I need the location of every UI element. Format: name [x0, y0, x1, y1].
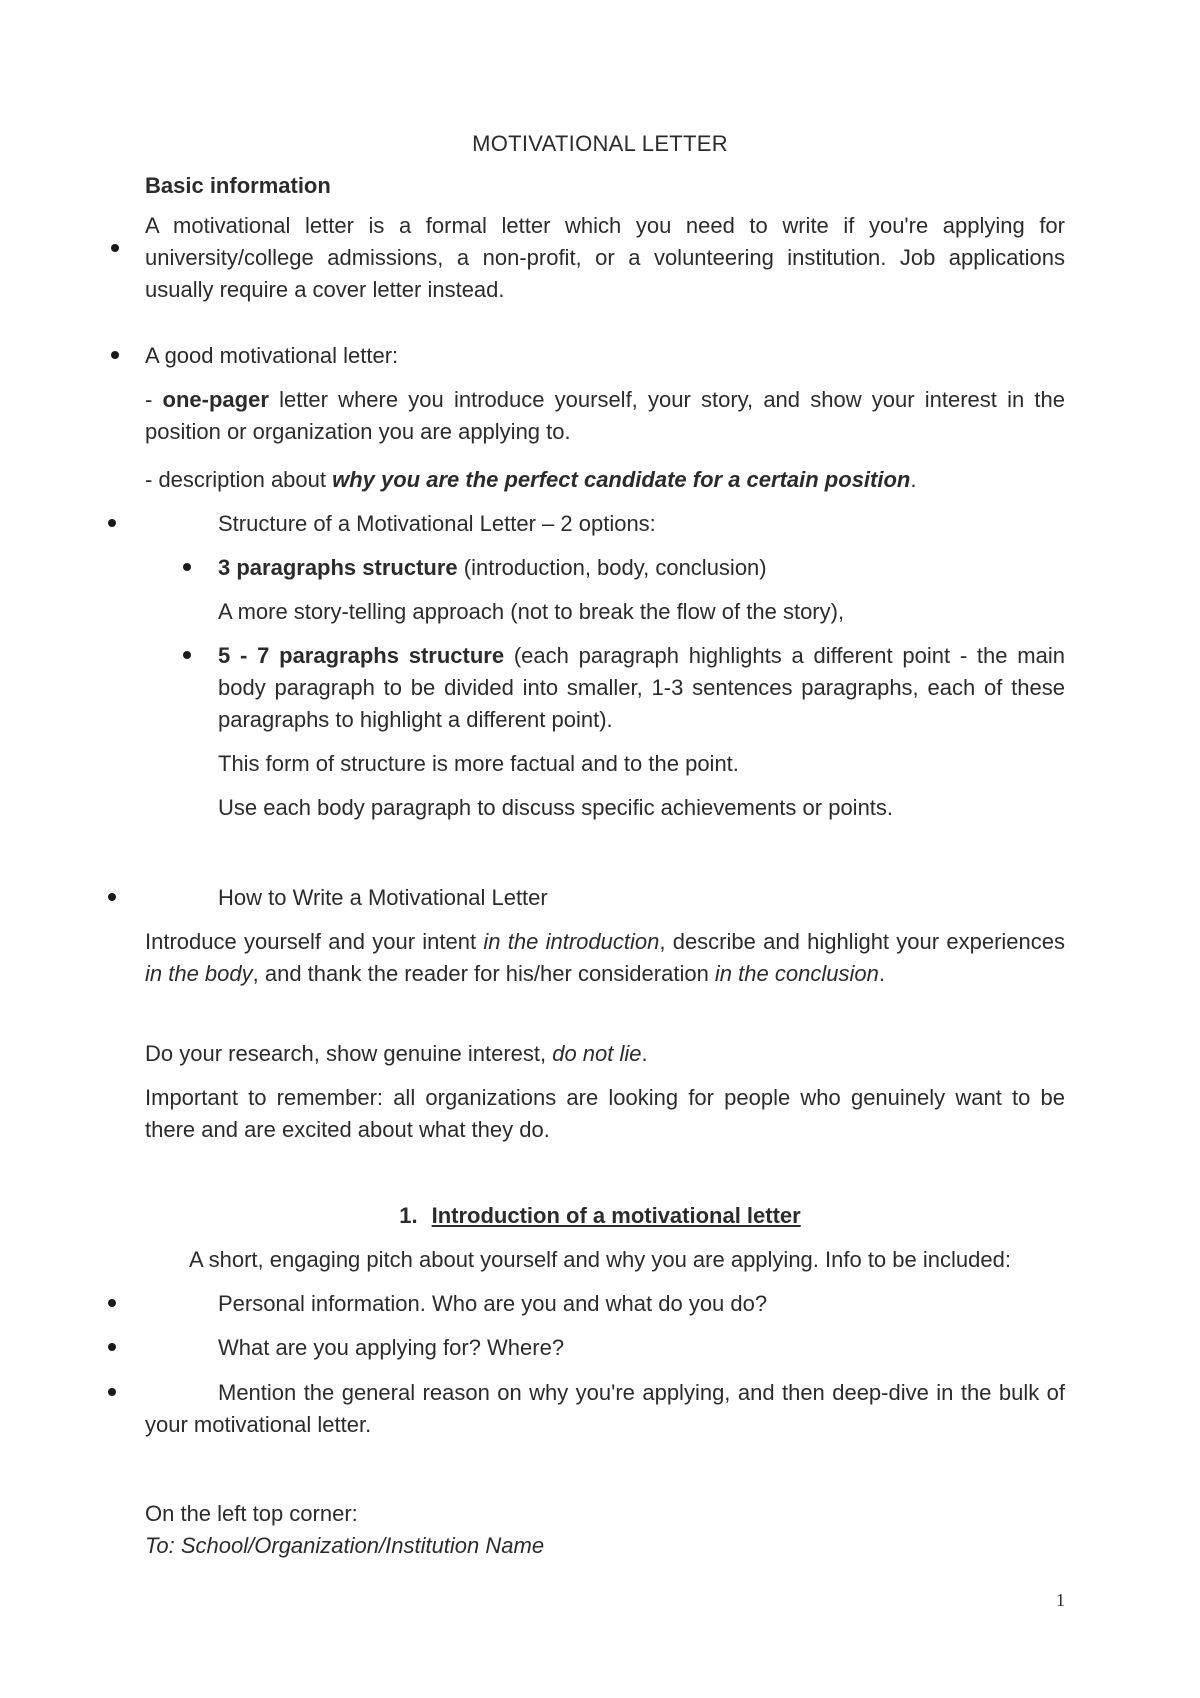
basic-point-1 [145, 384, 1065, 448]
document-title: MOTIVATIONAL LETTER [472, 131, 728, 156]
structure-option-2 [218, 640, 1065, 736]
bullet-icon [111, 351, 119, 359]
howto-p1-text: Introduce yourself and your intent [145, 929, 484, 954]
bullet-icon [108, 1388, 116, 1396]
howto-paragraph-3: Important to remember: all organizations are looking for people who genuinely want to be there and are excited about what they do. [145, 1085, 1065, 1142]
option-1-bold: 3 paragraphs structure [218, 555, 458, 580]
option-1-rest: (introduction, body, conclusion) [457, 555, 767, 580]
basic-bullet-1-text: A motivational letter is a formal letter which you need to write if you're applying for university/college admissions, a non-profit, or a volunteering institution. Job applications usually require a cover letter instead. [145, 213, 1065, 302]
howto-p1-emphasis: in the conclusion [714, 961, 879, 986]
basic-point-2 [145, 464, 1065, 496]
howto-p2-text: . [641, 1041, 648, 1066]
howto-paragraph-1 [145, 926, 1065, 990]
structure-option-1 [218, 552, 767, 584]
point-1-rest: letter where you introduce yourself, your story, and show your interest in the position or organization you are applying to. [145, 387, 1065, 444]
section-1-title: Introduction of a motivational letter [431, 1203, 801, 1228]
howto-p2-text: Do your research, show genuine interest, [145, 1041, 553, 1066]
howto-p2-emphasis: do not lie [552, 1041, 642, 1066]
structure-option-1-note: A more story-telling approach (not to break the flow of the story), [218, 599, 845, 624]
section-1-item-2: What are you applying for? Where? [218, 1335, 565, 1360]
corner-value: To: School/Organization/Institution Name [145, 1533, 545, 1558]
point-1-prefix: - [145, 387, 163, 412]
structure-heading: Structure of a Motivational Letter – 2 options: [218, 511, 656, 536]
section-1-lead: A short, engaging pitch about yourself and why you are applying. Info to be included: [189, 1247, 1011, 1272]
bullet-icon [111, 244, 119, 252]
structure-option-2-note-1: This form of structure is more factual and to the point. [218, 751, 739, 776]
howto-heading: How to Write a Motivational Letter [218, 885, 548, 910]
structure-option-2-note-2: Use each body paragraph to discuss specific achievements or points. [218, 795, 894, 820]
basic-info-heading: Basic information [145, 173, 331, 198]
howto-paragraph-2 [145, 1038, 648, 1070]
basic-bullet-1 [145, 210, 1065, 306]
section-1-item-3: Mention the general reason on why you're applying, and then deep-dive in the bulk of your motivational letter. [145, 1380, 1065, 1437]
basic-bullet-2: A good motivational letter: [145, 343, 399, 368]
bullet-icon [183, 563, 191, 571]
point-1-bold: one-pager [162, 387, 269, 412]
howto-p1-text: . [878, 961, 885, 986]
section-1-heading [0, 1200, 1200, 1232]
point-2-suffix: . [910, 467, 917, 492]
section-number: 1. [399, 1203, 418, 1228]
bullet-icon [108, 1299, 116, 1307]
option-2-bold: 5 - 7 paragraphs structure [218, 643, 505, 668]
corner-label: On the left top corner: [145, 1501, 358, 1526]
option-2-rest: (each paragraph highlights a different point - the main body paragraph to be divided into smaller, 1-3 sentences paragraphs, each of these paragraphs to highlight a different point). [218, 643, 1065, 732]
bullet-icon [108, 893, 116, 901]
bullet-icon [108, 1343, 116, 1351]
point-2-prefix: - description about [145, 467, 333, 492]
howto-p1-emphasis: in the introduction [483, 929, 660, 954]
howto-p1-text: , describe and highlight your experiences [659, 929, 1065, 954]
point-2-emphasis: why you are the perfect candidate for a certain position [332, 467, 911, 492]
bullet-icon [183, 651, 191, 659]
section-1-item-1: Personal information. Who are you and what do you do? [218, 1291, 768, 1316]
bullet-icon [108, 519, 116, 527]
howto-p1-emphasis: in the body [145, 961, 253, 986]
howto-p1-text: , and thank the reader for his/her consideration [252, 961, 715, 986]
page-number: 1 [1056, 1590, 1065, 1610]
